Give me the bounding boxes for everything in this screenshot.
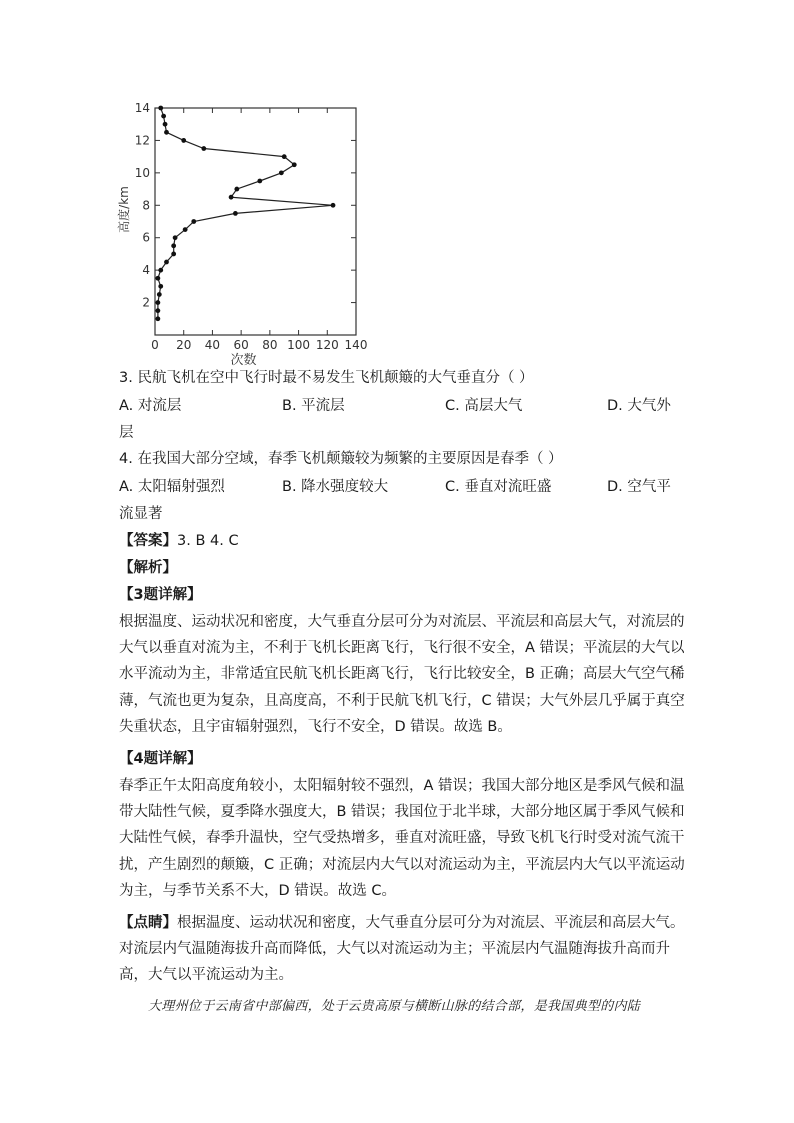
y-tick-label: 6 [142, 230, 150, 245]
x-tick-label: 0 [151, 338, 159, 352]
data-point [164, 260, 169, 265]
q4-detail-line: 扰，产生剧烈的颠簸，C 正确；对流层内大气以对流运动为主，平流层内大气以平流运动 [119, 856, 685, 873]
data-point [155, 308, 160, 313]
x-tick-label: 140 [344, 338, 368, 352]
y-tick-label: 4 [142, 263, 150, 278]
q4-option-d: D. 空气平 [607, 479, 671, 495]
q3-detail-line: 根据温度、运动状况和密度，大气垂直分层可分为对流层、平流层和高层大气，对流层的 [119, 614, 685, 630]
data-point [171, 243, 176, 248]
q3-option-d-cont: 层 [119, 425, 134, 441]
q4-detail-line: 为主，与季节关系不大，D 错误。故选 C。 [119, 882, 397, 899]
data-point [155, 316, 160, 321]
q4-option-a: A. 太阳辐射强烈 [119, 479, 225, 495]
x-tick-label: 100 [287, 338, 311, 352]
highlight-line: 对流层内气温随海拔升高而降低，大气以对流运动为主；平流层内气温随海拔升高而升 [119, 941, 670, 958]
data-point [201, 146, 206, 151]
y-tick-label: 8 [142, 198, 150, 213]
q3-stem: 3. 民航飞机在空中飞行时最不易发生飞机颠簸的大气垂直分（ ） [119, 370, 534, 386]
q4-detail-line: 大陆性气候，春季升温快，空气受热增多，垂直对流旺盛，导致飞机飞行时受对流气流干 [119, 830, 685, 847]
data-point [161, 114, 166, 119]
q4-detail-label: 【4题详解】 [119, 751, 202, 767]
data-point [155, 300, 160, 305]
y-tick-label: 14 [134, 101, 150, 115]
analysis-label: 【解析】 [119, 560, 177, 576]
q3-detail-line: 薄，气流也更为复杂，且高度高，不利于民航飞机飞行，C 错误；大气外层几乎属于真空 [119, 692, 685, 709]
data-point [279, 170, 284, 175]
data-point [164, 130, 169, 135]
q3-detail-body [119, 609, 685, 740]
highlight-first-line [119, 910, 685, 936]
data-point [229, 195, 234, 200]
y-tick-label: 12 [134, 133, 150, 148]
data-point [173, 235, 178, 240]
data-point [158, 106, 163, 111]
x-tick-label: 120 [315, 338, 339, 352]
x-axis-label: 次数 [230, 353, 257, 366]
highlight-body [119, 910, 685, 989]
data-point [158, 284, 163, 289]
x-tick-label: 60 [233, 338, 249, 352]
x-tick-label: 80 [262, 338, 278, 352]
answer-label: 【答案】 [119, 533, 177, 549]
y-tick-label: 10 [134, 165, 150, 180]
data-point [331, 203, 336, 208]
data-point [171, 252, 176, 257]
q3-detail-label: 【3题详解】 [119, 587, 202, 603]
y-axis-label: 高度/km [117, 186, 131, 233]
data-point [155, 276, 160, 281]
q3-option-c: C. 高层大气 [445, 398, 523, 414]
q3-detail-line: 失重状态，且宇宙辐射强烈，飞行不安全，D 错误。故选 B。 [119, 718, 512, 735]
q4-stem: 4. 在我国大部分空域，春季飞机颠簸较为频繁的主要原因是春季（ ） [119, 451, 563, 467]
q3-option-a: A. 对流层 [119, 398, 182, 414]
data-point [233, 211, 238, 216]
data-point [234, 187, 239, 192]
y-tick-label: 2 [142, 295, 150, 310]
q4-option-c: C. 垂直对流旺盛 [445, 479, 552, 495]
data-point [292, 162, 297, 167]
q4-option-b: B. 降水强度较大 [282, 479, 389, 495]
data-point [181, 138, 186, 143]
data-point [183, 227, 188, 232]
answer-value: 3. B 4. C [177, 533, 239, 549]
q4-option-d-cont: 流显著 [119, 506, 163, 522]
answer-line [119, 531, 239, 551]
q4-detail-body [119, 773, 685, 904]
data-point [157, 292, 162, 297]
q3-option-b: B. 平流层 [282, 398, 345, 414]
data-point [191, 219, 196, 224]
x-tick-label: 20 [176, 338, 192, 352]
data-point [257, 179, 262, 184]
q4-detail-line: 带大陆性气候，夏季降水强度大，B 错误；我国位于北半球，大部分地区属于季风气候和 [119, 804, 685, 821]
highlight-line: 高，大气以平流运动为主。 [119, 967, 293, 984]
q3-detail-line: 大气以垂直对流为主，不利于飞机长距离飞行，飞行很不安全，A 错误；平流层的大气以 [119, 640, 685, 657]
q3-option-d: D. 大气外 [607, 398, 671, 414]
data-point [158, 268, 163, 273]
highlight-label: 【点睛】 [119, 915, 177, 931]
next-passage-intro: 大理州位于云南省中部偏西，处于云贵高原与横断山脉的结合部，是我国典型的内陆 [148, 999, 641, 1014]
q4-detail-line: 春季正午太阳高度角较小，太阳辐射较不强烈，A 错误；我国大部分地区是季风气候和温 [119, 778, 685, 794]
x-tick-label: 40 [204, 338, 221, 352]
altitude-chart [110, 100, 380, 366]
data-point [163, 122, 168, 127]
data-point [282, 154, 287, 159]
q3-detail-line: 水平流动为主，非常适宜民航飞机长距离飞行，飞行比较安全，B 正确；高层大气空气稀 [119, 666, 685, 683]
highlight-text: 根据温度、运动状况和密度，大气垂直分层可分为对流层、平流层和高层大气。 [177, 915, 685, 931]
